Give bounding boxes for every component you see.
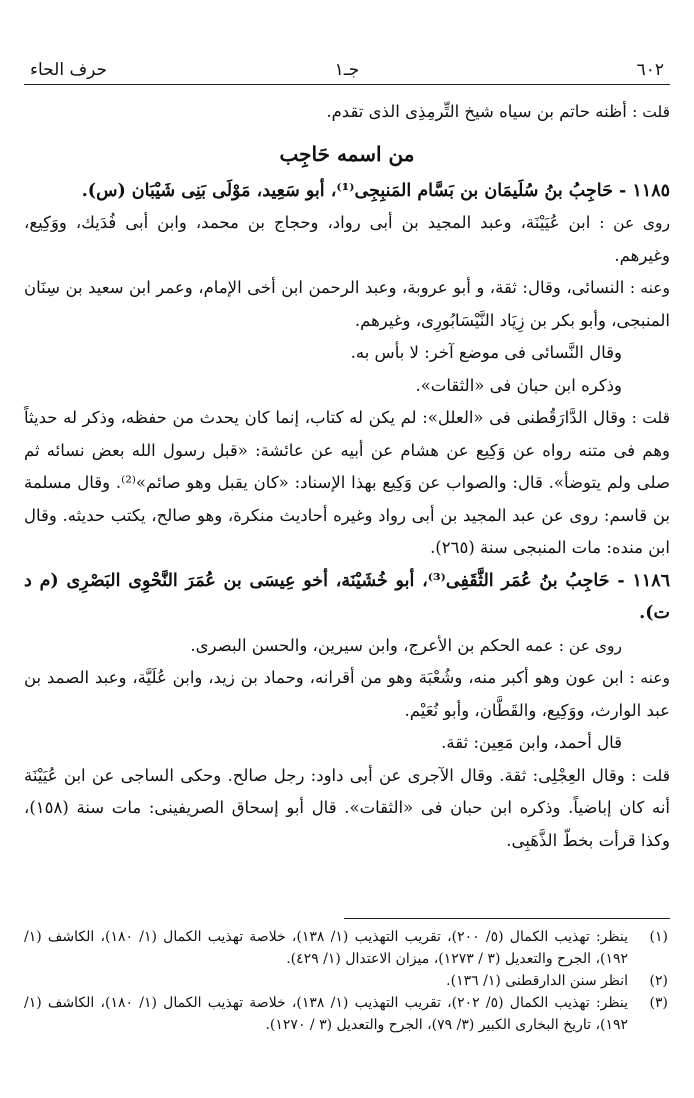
chapter-title: حرف الحاء [30,60,107,80]
intro-paragraph [24,96,670,129]
entry-header-1186: ١١٨٦ - حَاجِبُ بنُ عُمَر الثَّقَفِى⁽³⁾، أبو خُشَيْنَة، أخو عِيسَى بن عُمَرَ النَّحْوِى البَصْرِى (م د ت). [24,570,670,623]
qult-label: قلت : [631,766,670,785]
footnote-text: انظر سنن الدارقطنى (١/ ١٣٦). [446,973,628,989]
intro-text: أظنه حاتم بن سياه شيخ التِّرمِذِى الذى تقدم. [326,102,627,121]
footnote-number: (٢) [649,973,668,989]
volume-label: جـ١ [334,60,360,80]
page-number: ٦٠٢ [636,60,664,80]
book-page [24,30,670,1080]
entry-header-1185: ١١٨٥ - حَاجِبُ بنُ سُلَيمَان بن بَسَّام المَنبِجِى⁽¹⁾، أبو سَعِيد، مَوْلَى بَنِى شَيْبَان (س). [81,180,670,201]
footnotes [24,926,670,1036]
entry-1186-qult [24,760,670,858]
footnote-number: (٣) [649,995,668,1011]
entry-1186-anhu [24,662,670,727]
section-title: من اسمه حَاجِب [279,141,415,166]
rawa-label: روى عن : [558,636,622,655]
entry-1185-qult [24,402,670,565]
anhu-label: وعنه : [629,669,670,687]
footnote-rule [344,918,670,919]
anhu-label: وعنه : [629,279,671,297]
qult-label: قلت : [632,103,670,121]
footnote-number: (١) [649,929,668,945]
entry-1186-rawa [24,630,670,663]
entry-1185-note-1: وقال النَّسائى فى موضع آخر: لا بأس به. [350,343,622,362]
anhu-text: النسائى، وقال: ثقة، و أبو عروبة، وعبد الرحمن ابن أخى الإمام، وعمر ابن سعيد بن سِنَان المنبجى، وأبو بكر بن زِيَاد النَّيْسَابُورِى، وغيرهم. [24,278,670,330]
anhu-text: ابن عون وهو أكبر منه، وشُعْبَة وهو من أقرانه، وحماد بن زيد، وابن عُلَيَّة، وعبد الصمد بن عبد الوارث، ووَكِيع، والقَطَّان، وأبو نُعَيْم. [24,668,670,720]
qult-label: قلت : [631,409,670,427]
main-text [24,96,670,857]
footnote-text: ينظر: تهذيب الكمال (٥/ ٢٠٢)، تقريب التهذيب (١/ ١٣٨)، خلاصة تهذيب الكمال (١/ ١٨٠)، الكاشف (١/ ١٩٢)، تاريخ البخارى الكبير (٣/ ٧٩)، الجرح والتعديل (٣ / ١٢٧٠). [24,995,629,1033]
running-header [24,60,670,86]
entry-1185-note-2: وذكره ابن حبان فى «الثقات». [415,375,622,395]
footnote [24,992,670,1036]
entry-1185-anhu [24,272,670,337]
footnote [24,970,670,992]
footnote [24,926,670,970]
qult-text: وقال الدَّارَقُطنى فى «العلل»: لم يكن له كتاب، إنما كان يحدث من حفظه، وذكر له حديثاً وهم فى متنه رواه عن وَكِيع عن هشام عن أبيه عن عائشة: «قبل رسول الله بعض نسائه ثم صلى ولم يتوضأ». قال: والصواب عن وَكِيع بهذا الإسناد: «كان يقبل وهو صائم»⁽²⁾. وقال مسلمة بن قاسم: روى عن عبد المجيد بن أبى رواد وغيره أحاديث منكرة، وهو صالح، يكتب حديثه. وقال ابن منده: مات المنبجى سنة (٢٦٥). [24,408,670,557]
entry-1186-note-1: قال أحمد، وابن مَعِين: ثقة. [441,733,622,752]
qult-text: وقال العِجْلِى: ثقة. وقال الآجرى عن أبى داود: رجل صالح. وحكى الساجى عن ابن عُيَيْنَة أنه كان إباضياً. وذكره ابن حبان فى «الثقات». قال أبو إسحاق الصريفينى: مات سنة (١٥٨)، وكذا قرأت بخطّ الذَّهَبِى. [24,765,670,850]
rawa-text: عمه الحكم بن الأعرج، وابن سيرين، والحسن البصرى. [190,635,554,655]
footnote-text: ينظر: تهذيب الكمال (٥/ ٢٠٠)، تقريب التهذيب (١/ ١٣٨)، خلاصة تهذيب الكمال (١/ ١٨٠)، الكاشف (١/ ١٩٢)، الجرح والتعديل (٣ / ١٢٧٣)، ميزان الاعتدال (١/ ٤٢٩). [24,929,629,967]
rawa-label: روى عن : [599,214,670,232]
rawa-text: ابن عُيَيْنَة، وعبد المجيد بن أبى رواد، وحجاج بن محمد، وابن أبى فُدَيك، ووَكِيع، وغيرهم. [24,213,670,265]
header-rule [24,84,670,85]
entry-1185-rawa [24,207,670,272]
